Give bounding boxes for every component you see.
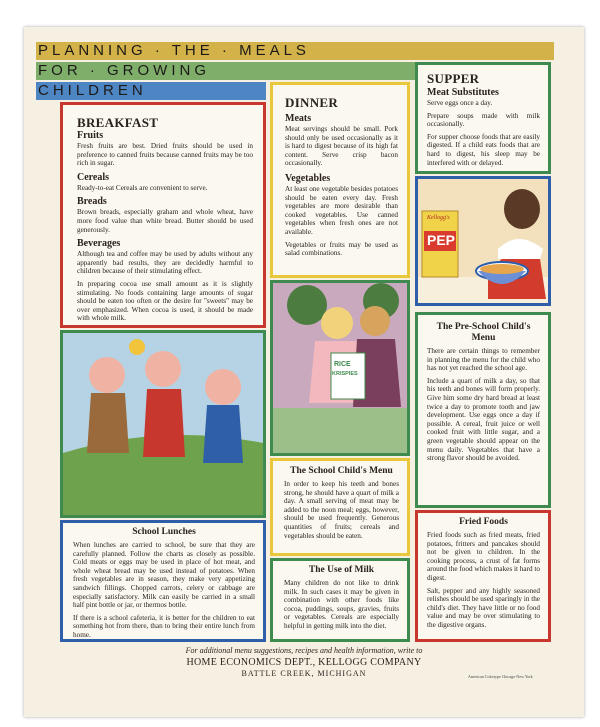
pep-box-label: PEP [427,232,456,248]
beverages-heading: Beverages [77,238,121,250]
supper-text-2: Prepare soups made with milk occasionally. [427,111,540,129]
cereals-text: Ready-to-eat Cereals are convenient to serve. [77,183,208,192]
children-rice-krispies-drawing [273,283,407,453]
vegetables-heading: Vegetables [285,172,331,184]
fruits-text: Fresh fruits are best. Dried fruits should be used in preference to canned fruits because canned fruits may be too rich in sugar. [77,142,253,168]
meats-text: Meat servings should be small. Pork should only be used occasionally as it is hard to digest because of its high fat content. Serve crisp bacon occasionally. [285,125,398,168]
three-pigs-illustration [60,330,266,518]
fried-foods-heading: Fried Foods [459,517,508,527]
title-line-1: PLANNING · THE · MEALS [38,42,310,59]
fried-foods-text-1: Fried foods such as fried meats, fried potatoes, fritters and pancakes should not be given to children. In the cooking process, a crust of fat forms around the food which makes it hard to digest. [427,531,540,582]
fried-foods-box [415,510,551,642]
breakfast-heading: BREAKFAST [77,115,159,130]
fried-foods-text-2: Salt, pepper and any highly seasoned relishes should be used sparingly in the child's diet. They have little or no food value and may be over stimulating to the digestive organs. [427,586,540,629]
beverages-text-2: In preparing cocoa use small amount as it is slightly stimulating. No foods containing large amounts of sugar should be eaten too often or the desire for "sweets" may be over emphasized. When cocoa is used, it should be made with whole milk. [77,279,253,323]
child-eating-cereal-illustration [415,176,551,306]
dinner-box [270,82,410,278]
school-lunches-text-1: When lunches are carried to school, be sure that they are carefully planned. Follow the charts as closely as possible. Cold meats or eggs may be used in place of hot meat, and whole wheat bread may be used instead of potatoes. When fresh vegetables are in season, they make very appetizing sandwich fillings. Chopped carrots, celery or cabbage are especially satisfactory. Milk can easily be carried in a small half pint bottle or jar, or thermos bottle. [73,541,255,610]
fruits-heading: Fruits [77,130,104,141]
meat-substitutes-heading: Meat Substitutes [427,87,499,98]
title-line-2: FOR · GROWING [38,62,210,79]
supper-text-1: Serve eggs once a day. [427,99,493,107]
use-of-milk-heading: The Use of Milk [308,565,375,575]
use-of-milk-text: Many children do not like to drink milk. In such cases it may be given in combination with other foods like cocoa, puddings, soups, gravies, fruits or vegetables. Cereals are especially helpful in getting milk into the diet. [284,579,399,630]
vegetables-text-2: Vegetables or fruits may be used as salad combinations. [285,240,398,258]
beverages-text-1: Although tea and coffee may be used by adults without any apparently bad results, they are decidedly harmful to children because of their stimulating effect. [77,250,253,276]
title-line-3: CHILDREN [38,82,147,99]
breads-text: Brown breads, especially graham and whole wheat, have more food value than white bread. Butter should be used generously. [77,208,253,234]
supper-box [415,62,551,174]
preschool-heading: The Pre-School Child's Menu [436,322,531,343]
school-child-menu-box [270,458,410,556]
kelloggs-brand-label: Kellogg's [427,215,450,221]
preschool-text-1: There are certain things to remember in planning the menu for the child who has not yet reached the school age. [427,347,540,373]
footer-line-3: BATTLE CREEK, MICHIGAN [241,669,367,678]
three-pigs-drawing [63,333,263,515]
footer-line-1: For additional menu suggestions, recipes and health information, write to [185,646,423,655]
rice-krispies-box-label-1: RICE [334,361,351,368]
printer-credit: American Colortype Chicago-New York [468,674,533,679]
school-lunches-box [60,520,266,642]
school-child-text: In order to keep his teeth and bones strong, he should have a quart of milk a day. A small serving of meat may be added to the noon meal; eggs, however, should be used frequently. Generous quantities of fruits; cereals and vegetables should be eaten. [284,480,399,540]
cereals-heading: Cereals [77,171,110,183]
supper-heading: SUPPER [427,71,480,86]
preschool-text-2: Include a quart of milk a day, so that his teeth and bones will form properly. Give him some dry hard bread at least twice a day to promote tooth and jaw development. Use eggs once a day if possible. A cereal, fruit juice or well cooked fruit with little sugar, and a green vegetable should appear on the menu daily. Vegetables that have a strong flavor should be avoided. [427,376,540,463]
rice-krispies-box-label-2: KRISPIES [332,371,358,377]
footer-line-2: HOME ECONOMICS DEPT., KELLOGG COMPANY [186,657,422,668]
meats-heading: Meats [285,113,312,124]
school-child-heading: The School Child's Menu [290,466,393,476]
preschool-menu-box [415,312,551,508]
breakfast-box [60,102,266,328]
school-lunches-text-2: If there is a school cafeteria, it is better for the children to eat something hot from there, than to bring their entire lunch from home. [73,613,255,639]
children-with-rice-krispies-illustration [270,280,410,456]
dinner-heading: DINNER [285,95,339,110]
breads-heading: Breads [77,196,107,208]
supper-text-3: For supper choose foods that are easily digested. If a child eats foods that are hard to digest, his sleep may be interfered with or delayed. [427,132,540,167]
use-of-milk-box [270,558,410,642]
school-lunches-heading: School Lunches [132,527,196,537]
vegetables-text-1: At least one vegetable besides potatoes should be eaten every day. Fresh vegetables are more desirable than cooked vegetables. Use canned vegetables when fresh ones are not available. [285,184,398,236]
